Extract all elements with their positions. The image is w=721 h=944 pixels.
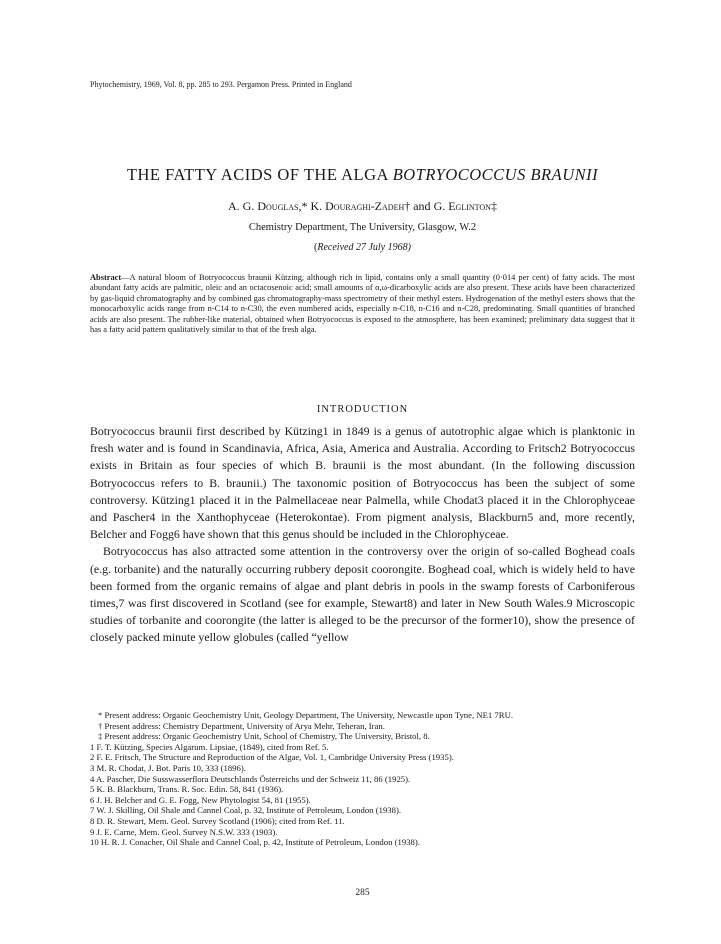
abstract-label: Abstract (90, 273, 122, 282)
reference-1: 1 F. T. Kützing, Species Algarum. Lipsiae, (1849), cited from Ref. 5. (90, 741, 329, 752)
abstract-text: —A natural bloom of Botryococcus braunii Kützing, although rich in lipid, contains only a small quantity (0·014 per cent) of fatty acids. The most abundant fatty acids are palmitic, oleic and an octacosenoic acid; small amounts of α,ω-dicarboxylic acids are also present. These acids have been characterized by gas-liquid chromatography and by combined gas chromatography-mass spectrometry of their methyl esters. Hydrogenation of the methyl esters shows that the monocarboxylic acids range from n-C14 to n-C30, the even numbered acids, especially n-C18, n-C16 and n-C28, predominating. Small quantities of branched acids are also present. The rubber-like material, obtained when Botryococcus is exposed to the atmosphere, has been examined; preliminary data suggest that it has a fatty acid pattern qualitatively similar to that of the fresh alga. (90, 273, 635, 335)
reference-8: 8 D. R. Stewart, Mem. Geol. Survey Scotland (1906); cited from Ref. 11. (90, 815, 345, 826)
section-heading: INTRODUCTION (316, 404, 409, 415)
footnote-douglas: * Present address: Organic Geochemistry Unit, Geology Department, The University, Newcastle upon Tyne, NE1 7RU. (98, 710, 514, 720)
reference-3: 3 M. R. Chodat, J. Bot. Paris 10, 333 (1896). (90, 762, 246, 773)
reference-5: 5 K. B. Blackburn, Trans. R. Soc. Edin. 58, 841 (1936). (90, 784, 284, 795)
reference-7: 7 W. J. Skilling, Oil Shale and Cannel Coal, p. 32, Institute of Petroleum, London (1938). (90, 805, 402, 816)
affiliation: Chemistry Department, The University, Glasgow, W.2 (248, 222, 477, 233)
author-eglinton: G. Eglinton‡ (433, 199, 497, 213)
body-text (90, 423, 635, 647)
footnotes (90, 710, 635, 848)
author-conjunction: and (413, 199, 434, 213)
abstract (90, 273, 635, 335)
reference-9: 9 J. E. Carne, Mem. Geol. Survey N.S.W. 333 (1903). (90, 826, 278, 837)
reference-2: 2 F. E. Fritsch, The Structure and Reproduction of the Algae, Vol. 1, Cambridge University Press (1935). (90, 752, 454, 763)
reference-6: 6 J. H. Belcher and G. E. Fogg, New Phytologist 54, 81 (1955). (90, 794, 311, 805)
received-label: Received (317, 242, 354, 253)
article-title (90, 165, 635, 185)
body-paragraph-2: Botryococcus has also attracted some attention in the controversy over the origin of so-called Boghead coals (e.g. torbanite) and the naturally occurring rubbery deposit coorongite. Boghead coal, which is widely held to have been formed from the organic remains of algae and plant debris in pools in the swamp forests of Carboniferous times,7 was first discovered in Scotland (see for example, Stewart8) and later in New South Wales.9 Microscopic studies of torbanite and coorongite (the latter is alleged to be the precursor of the former10), show the presence of closely packed minute yellow globules (called “yellow (90, 544, 635, 645)
author-douraghi-zadeh: K. Douraghi-Zadeh† (310, 199, 414, 213)
running-head: Phytochemistry, 1969, Vol. 8, pp. 285 to 293. Pergamon Press. Printed in England (90, 80, 352, 89)
author-line (90, 199, 635, 214)
received-date-value: 27 July 1968) (353, 242, 411, 253)
reference-4: 4 A. Pascher, Die Susswasserflora Deutschlands Österreichs und der Schweiz 11, 86 (1925). (90, 773, 411, 784)
title-main: THE FATTY ACIDS OF THE ALGA (126, 165, 393, 184)
body-paragraph-1: Botryococcus braunii first described by Kützing1 in 1849 is a genus of autotrophic algae which is planktonic in fresh water and is found in Scandinavia, Africa, Asia, America and Australia. According to Fritsch2 Botryococcus exists in Britain as four species of which B. braunii is the most abundant. (In the following discussion Botryococcus refers to B. braunii.) The taxonomic position of Botryococcus has been the subject of some controversy. Kützing1 placed it in the Palmellaceae near Palmella, while Chodat3 placed it in the Chlorophyceae and Pascher4 in the Xanthophyceae (Heterokontae). From pigment analysis, Blackburn5 and, more recently, Belcher and Fogg6 have shown that this genus should be included in the Chlorophyceae. (90, 424, 635, 542)
page-number: 285 (355, 888, 370, 898)
author-douglas: A. G. Douglas,* (228, 199, 311, 213)
title-species: BOTRYOCOCCUS BRAUNII (392, 165, 599, 184)
footnote-douraghi-zadeh: † Present address: Chemistry Department, University of Arya Mehr, Teheran, Iran. (98, 720, 385, 731)
footnote-eglinton: ‡ Present address: Organic Geochemistry Unit, School of Chemistry, The University, Bristol, 8. (98, 731, 430, 742)
reference-10: 10 H. R. J. Conacher, Oil Shale and Cannel Coal, p. 42, Institute of Petroleum, London (1938). (90, 837, 420, 848)
received-date (90, 242, 635, 253)
journal-page (90, 0, 635, 944)
received-open: ( (314, 242, 318, 253)
